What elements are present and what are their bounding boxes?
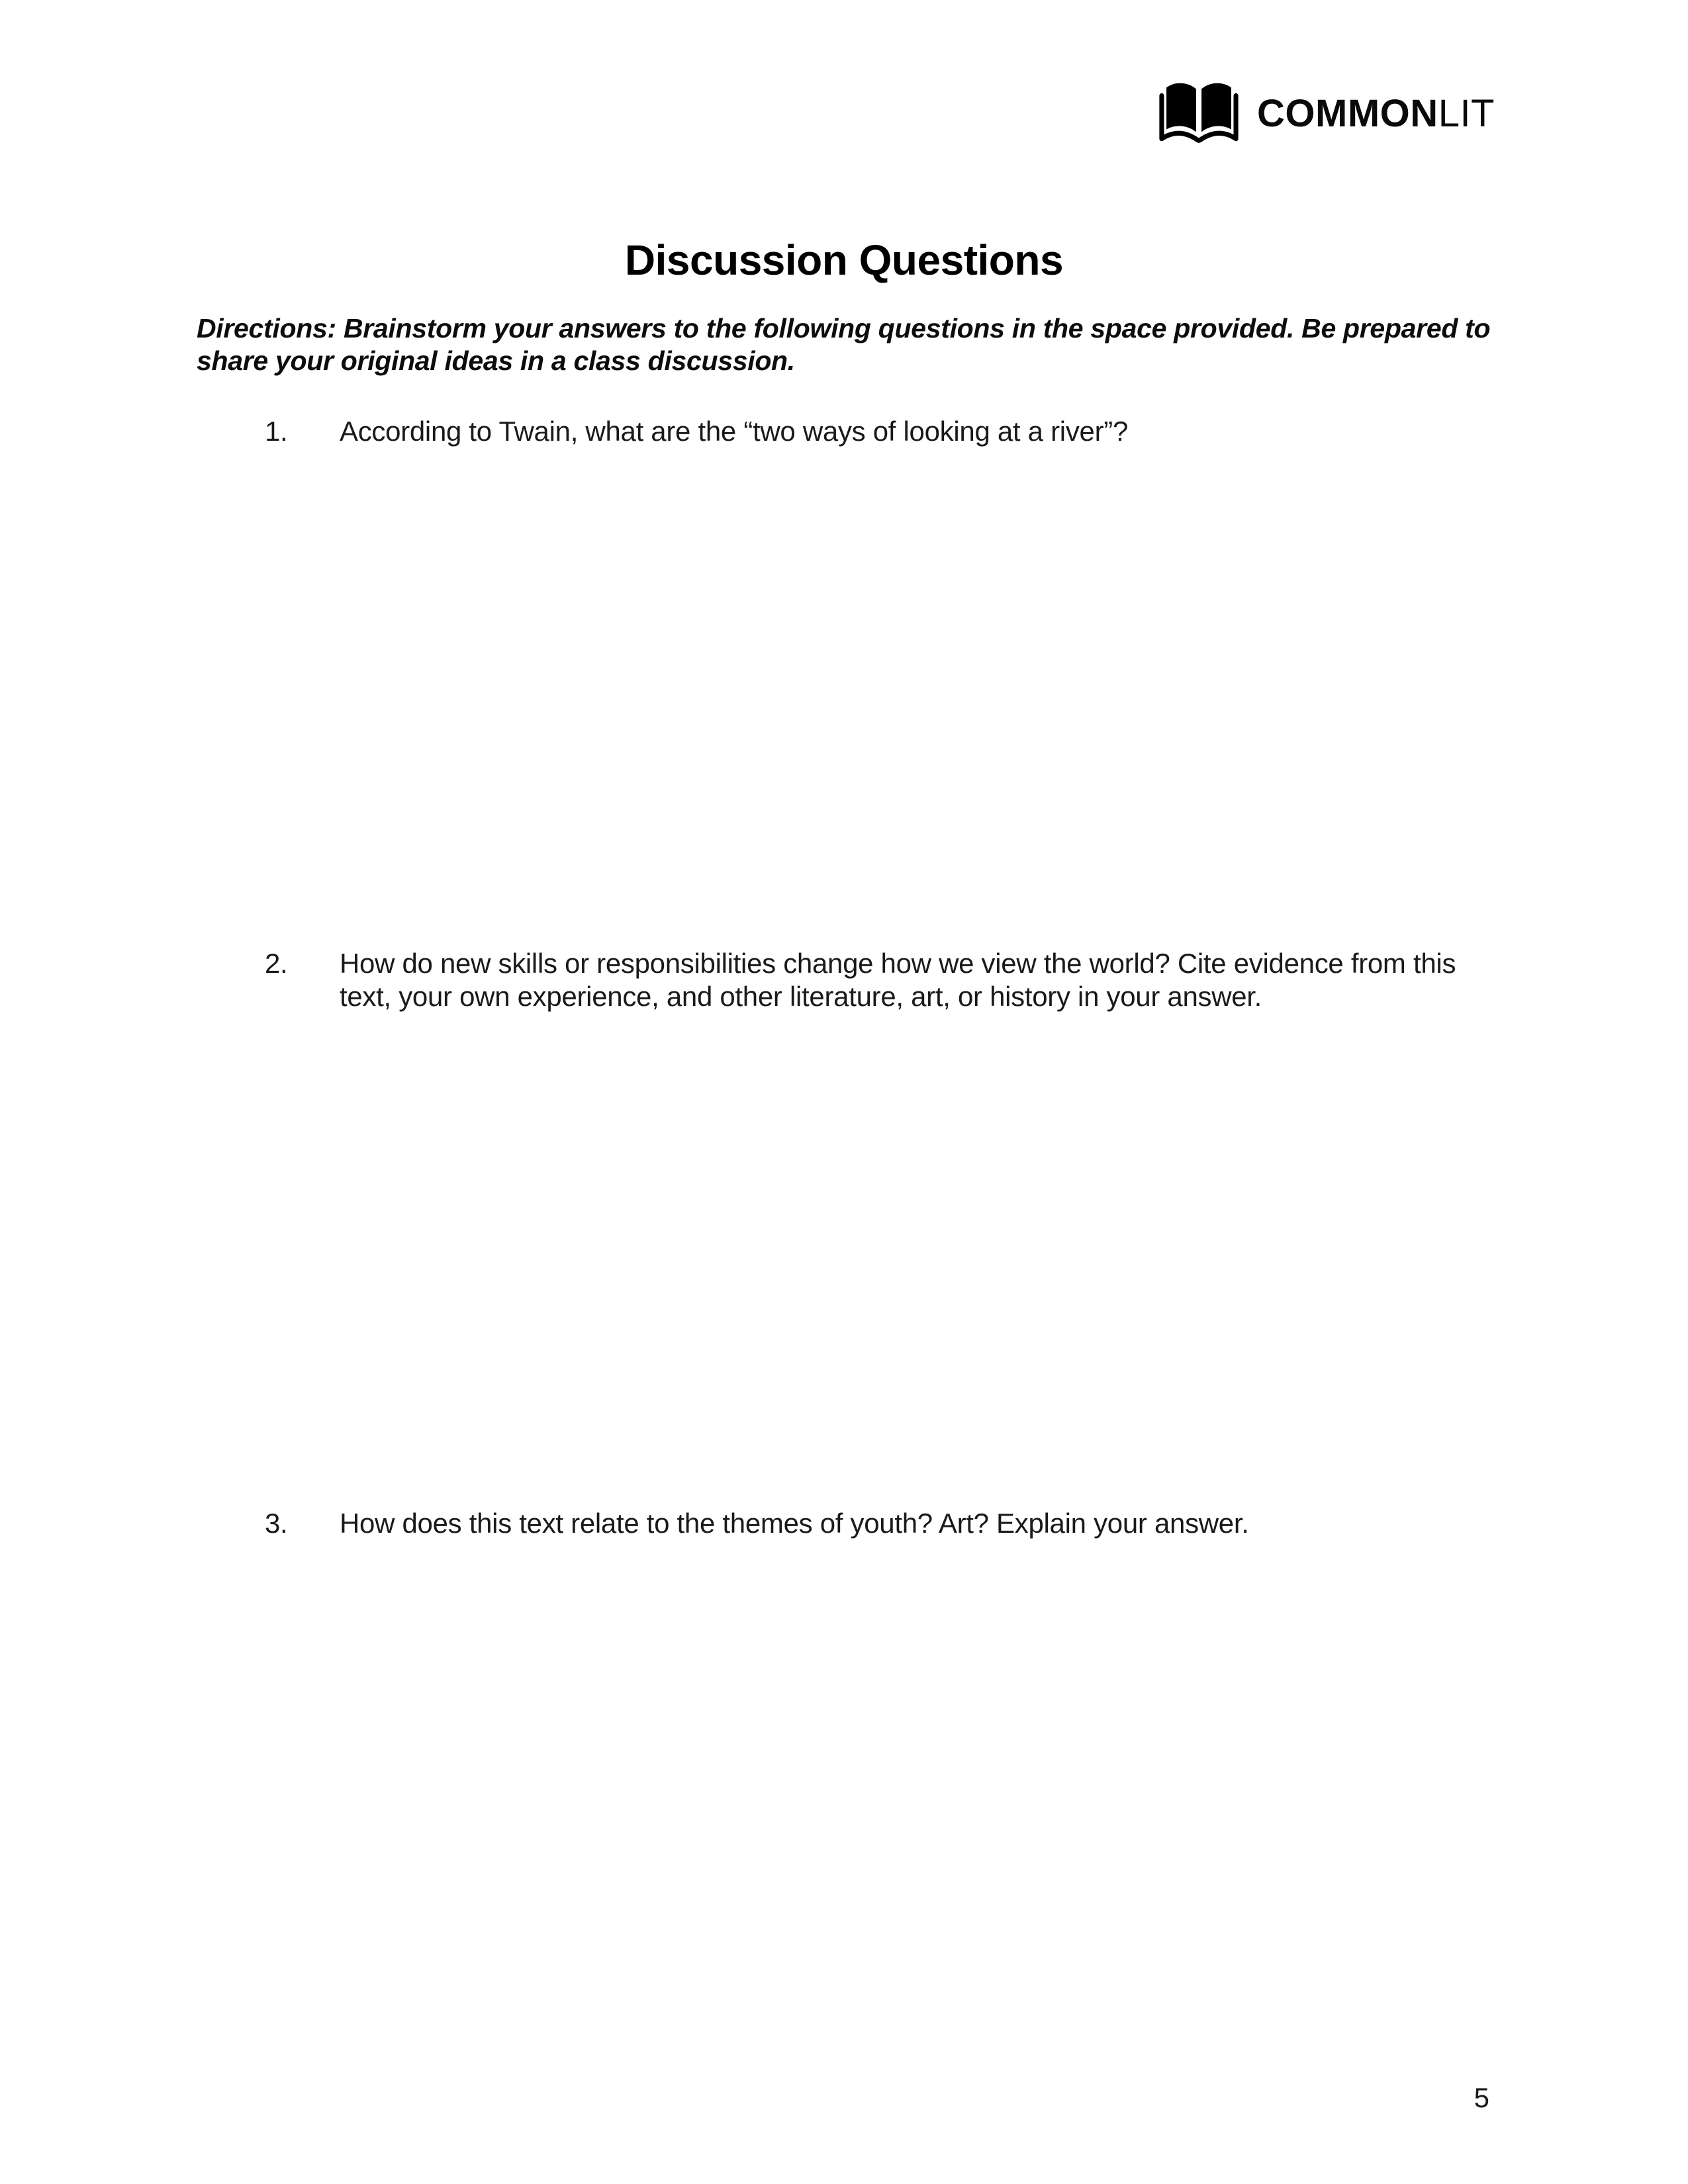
page-number: 5 xyxy=(1474,2082,1489,2113)
question-number: 2. xyxy=(265,948,288,979)
answer-space-3 xyxy=(265,1555,1488,2019)
question-item-1 xyxy=(265,415,1488,448)
logo-wordmark xyxy=(1257,91,1495,136)
question-number: 3. xyxy=(265,1508,288,1539)
commonlit-logo xyxy=(1158,78,1495,148)
question-text: According to Twain, what are the “two ways of looking at a river”? xyxy=(340,416,1129,447)
question-item-3 xyxy=(265,1507,1488,1540)
logo-text-lit: LIT xyxy=(1438,91,1495,135)
open-book-icon xyxy=(1158,78,1240,148)
page-title: Discussion Questions xyxy=(624,236,1064,284)
question-number: 1. xyxy=(265,416,288,447)
directions-text: Directions: Brainstorm your answers to the following questions in the space provided. Be prepared to share your original ideas in a class discussion. xyxy=(197,313,1491,376)
question-text: How does this text relate to the themes of youth? Art? Explain your answer. xyxy=(340,1508,1249,1539)
question-text: How do new skills or responsibilities change how we view the world? Cite evidence from this text, your own experience, and other literature, art, or history in your answer. xyxy=(340,948,1456,1012)
logo-text-common: COMMON xyxy=(1257,91,1438,135)
answer-space-1 xyxy=(265,463,1488,933)
answer-space-2 xyxy=(265,1029,1488,1492)
question-item-2 xyxy=(265,947,1488,1013)
